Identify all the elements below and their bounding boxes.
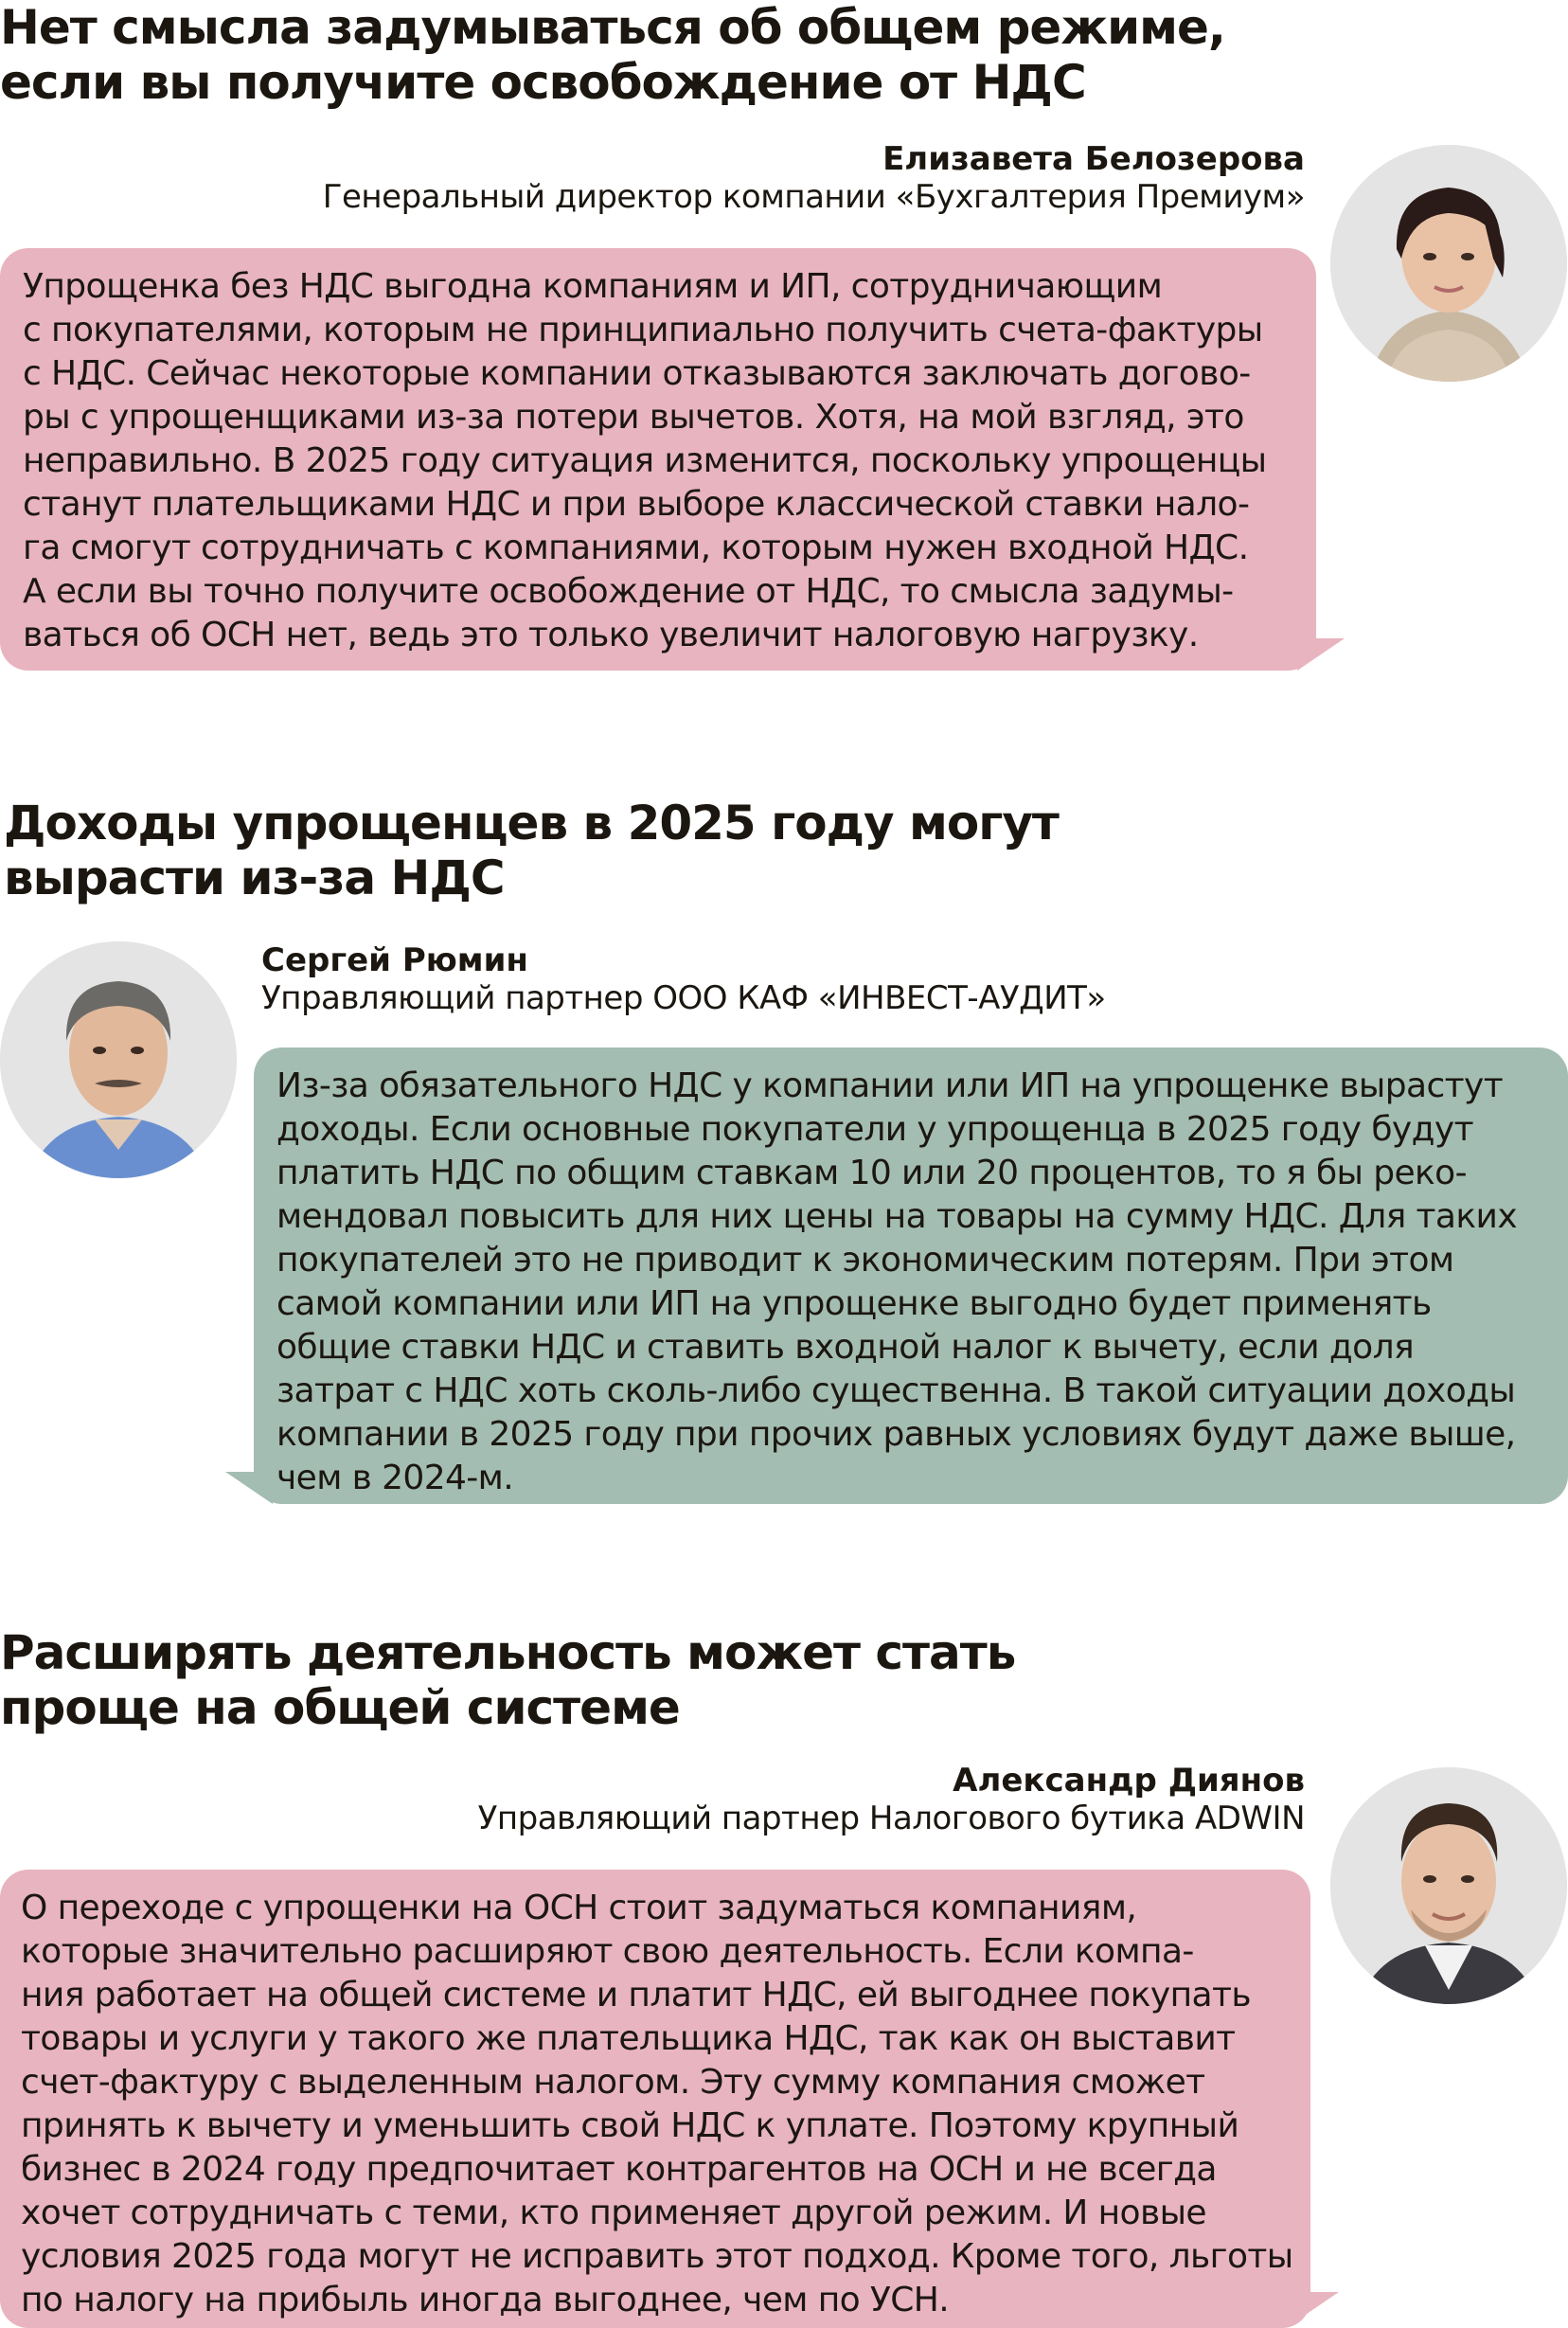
section-3-headline-line-2: проще на общей системе [0, 1680, 680, 1735]
section-2-avatar [0, 941, 237, 1178]
section-3-quote-line: бизнес в 2024 году предпочитает контрагентов на ОСН и не всегда [21, 2150, 1217, 2189]
section-1-quote-line: ваться об ОСН нет, ведь это только увеличит налоговую нагрузку. [23, 616, 1199, 654]
section-3-author-name: Александр Диянов [953, 1762, 1305, 1800]
section-3-bubble-tail [1292, 2292, 1339, 2324]
section-1-headline-line-2: если вы получите освобождение от НДС [0, 55, 1086, 110]
section-1-quote-bubble [0, 248, 1316, 671]
section-2-headline-line-1: Доходы упрощенцев в 2025 году могут [4, 796, 1059, 851]
section-2-quote-line: общие ставки НДС и ставить входной налог к вычету, если доля [276, 1328, 1415, 1367]
section-2-headline-line-2: вырасти из-за НДС [4, 851, 505, 905]
section-3-quote-line: ния работает на общей системе и платит НДС, ей выгоднее покупать [21, 1976, 1251, 2015]
section-1-quote-line: га смогут сотрудничать с компаниями, которым нужен входной НДС. [23, 528, 1249, 567]
section-2-bubble-tail [225, 1472, 273, 1504]
section-3-headline [0, 1625, 1015, 1735]
section-1-avatar [1330, 145, 1567, 382]
section-1-quote-line: с НДС. Сейчас некоторые компании отказываются заключать догово- [23, 354, 1251, 393]
section-3-quote-bubble [0, 1870, 1310, 2328]
section-1-quote-line: Упрощенка без НДС выгодна компаниям и ИП, сотрудничающим [23, 267, 1163, 306]
section-3-quote-line: товары и услуги у такого же плательщика НДС, так как он выставит [21, 2019, 1236, 2058]
section-1-headline [0, 0, 1225, 110]
section-3-quote-line: О переходе с упрощенки на ОСН стоит задуматься компаниям, [21, 1889, 1137, 1927]
section-2-quote-line: платить НДС по общим ставкам 10 или 20 процентов, то я бы реко- [276, 1154, 1467, 1192]
section-2-quote-line: мендовал повысить для них цены на товары на сумму НДС. Для таких [276, 1197, 1518, 1236]
section-3-author [478, 1762, 1305, 1837]
section-2-quote-line: Из-за обязательного НДС у компании или ИП на упрощенке вырастут [276, 1066, 1504, 1105]
section-2-quote-line: доходы. Если основные покупатели у упрощенца в 2025 году будут [276, 1110, 1474, 1149]
section-1-author [323, 140, 1305, 216]
section-2-author-name: Сергей Рюмин [261, 941, 528, 979]
section-3-quote-line: которые значительно расширяют свою деятельность. Если компа- [21, 1932, 1194, 1971]
section-3-quote-line: условия 2025 года могут не исправить этот подход. Кроме того, льготы [21, 2237, 1293, 2276]
man-portrait-icon [0, 941, 237, 1178]
section-2-quote-line: покупателей это не приводит к экономическим потерям. При этом [276, 1241, 1454, 1280]
section-2-author-role: Управляющий партнер ООО КАФ «ИНВЕСТ-АУДИТ» [261, 979, 1106, 1017]
section-3-quote-line: по налогу на прибыль иногда выгоднее, чем по УСН. [21, 2281, 950, 2319]
section-2-headline [4, 796, 1059, 905]
section-2-quote-bubble [254, 1048, 1568, 1504]
section-1-author-name: Елизавета Белозерова [882, 140, 1305, 178]
section-3-quote-line: счет-фактуру с выделенным налогом. Эту сумму компания сможет [21, 2063, 1205, 2102]
section-3-quote-line: принять к вычету и уменьшить свой НДС к уплате. Поэтому крупный [21, 2106, 1239, 2145]
section-1-quote-line: ры с упрощенщиками из-за потери вычетов. Хотя, на мой взгляд, это [23, 398, 1244, 437]
section-1-bubble-tail [1297, 638, 1345, 671]
section-1-headline-line-1: Нет смысла задумываться об общем режиме, [0, 0, 1225, 55]
section-2-quote-line: чем в 2024-м. [276, 1459, 514, 1497]
section-3-headline-line-1: Расширять деятельность может стать [0, 1625, 1016, 1680]
section-1-quote-line: с покупателями, которым не принципиально получить счета-фактуры [23, 311, 1263, 349]
young-man-portrait-icon [1330, 1767, 1567, 2004]
section-1-quote-line: А если вы точно получите освобождение от НДС, то смысла задумы- [23, 572, 1234, 611]
section-3-author-role: Управляющий партнер Налогового бутика ADWIN [477, 1800, 1305, 1837]
section-2-quote-line: компании в 2025 году при прочих равных условиях будут даже выше, [276, 1415, 1516, 1454]
section-1-quote-line: станут плательщиками НДС и при выборе классической ставки нало- [23, 485, 1250, 524]
section-3-avatar [1330, 1767, 1567, 2004]
section-1-author-role: Генеральный директор компании «Бухгалтерия Премиум» [322, 178, 1305, 216]
section-2-author [261, 941, 1106, 1017]
section-2-quote-line: затрат с НДС хоть сколь-либо существенна. В такой ситуации доходы [276, 1371, 1516, 1410]
section-2-quote-text [276, 1065, 1568, 1500]
section-2-quote-line: самой компании или ИП на упрощенке выгодно будет применять [276, 1284, 1432, 1323]
section-3-quote-line: хочет сотрудничать с теми, кто применяет другой режим. И новые [21, 2194, 1206, 2232]
section-1-quote-line: неправильно. В 2025 году ситуация изменится, поскольку упрощенцы [23, 441, 1267, 480]
woman-portrait-icon [1330, 145, 1567, 382]
section-1-quote-text [23, 265, 1316, 657]
section-3-quote-text [21, 1887, 1310, 2322]
